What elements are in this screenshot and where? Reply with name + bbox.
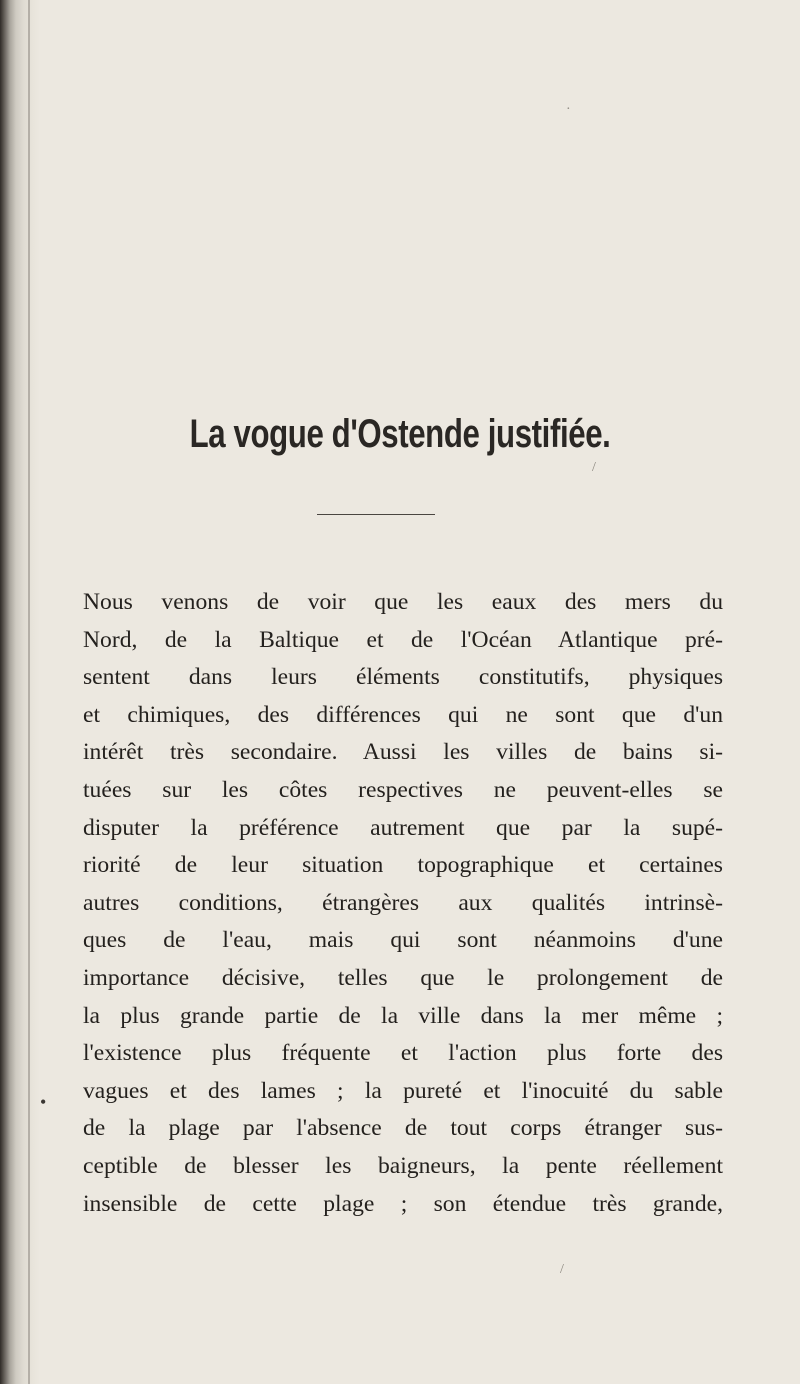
paragraph-line: autres conditions, étrangères aux qualités intrinsè- (83, 889, 723, 916)
paragraph-line: vagues et des lames ; la pureté et l'inocuité du sable (83, 1077, 723, 1104)
paper-blemish-lower: / (560, 1262, 564, 1277)
chapter-title: La vogue d'Ostende justifiée. (189, 412, 611, 456)
paragraph-line: tuées sur les côtes respectives ne peuvent-elles se (83, 776, 723, 803)
paragraph-line: ceptible de blesser les baigneurs, la pente réellement (83, 1152, 723, 1179)
title-underline-rule (317, 514, 435, 515)
body-paragraph (83, 584, 723, 1223)
paragraph-line: Nous venons de voir que les eaux des mers du (83, 589, 723, 615)
paragraph-line: sentent dans leurs éléments constitutifs, physiques (83, 664, 723, 691)
paragraph-line: Nord, de la Baltique et de l'Océan Atlantique pré- (83, 626, 723, 653)
paper-blemish: / (592, 460, 596, 475)
paragraph-line: disputer la préférence autrement que par la supé- (83, 814, 723, 841)
margin-ink-mark: • (40, 1092, 47, 1112)
paragraph-line: riorité de leur situation topographique et certaines (83, 852, 723, 879)
paragraph-line: ques de l'eau, mais qui sont néanmoins d'une (83, 927, 723, 954)
paragraph-line: de la plage par l'absence de tout corps étranger sus- (83, 1115, 723, 1142)
paragraph-line: la plus grande partie de la ville dans la mer même ; (83, 1002, 723, 1029)
paragraph-line: l'existence plus fréquente et l'action plus forte des (83, 1040, 723, 1067)
paragraph-line: insensible de cette plage ; son étendue très grande, (83, 1190, 723, 1217)
paragraph-line: et chimiques, des différences qui ne sont que d'un (83, 701, 723, 728)
paragraph-line: importance décisive, telles que le prolongement de (83, 964, 723, 991)
paper-speck: · (566, 102, 571, 117)
paragraph-line: intérêt très secondaire. Aussi les villes de bains si- (83, 739, 723, 766)
